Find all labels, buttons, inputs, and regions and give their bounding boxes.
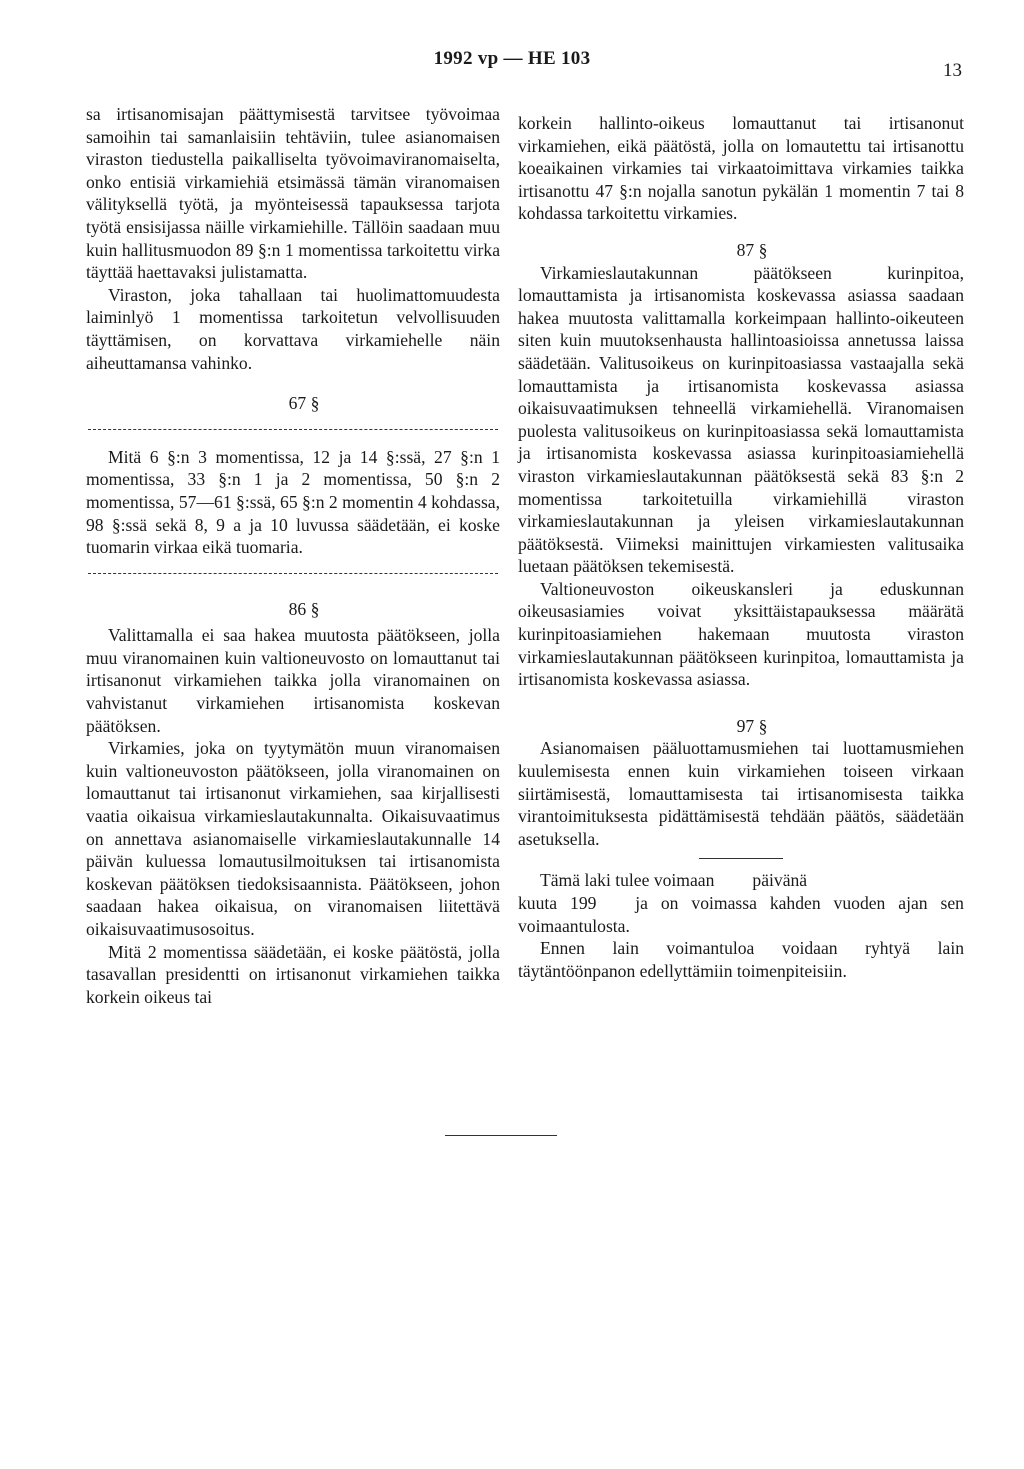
- paragraph: Virkamies, joka on tyytymätön muun viranomaisen kuin valtioneuvoston päätökseen, jolla viranomainen on lomauttanut tai irtisanonut virkamiehen, saa kirjallisesti vaatia oikaisua virkamieslautakunnalta. Oikaisuvaatimus on annettava asianomaiselle virkamieslautakunnalle 14 päivän kuluessa lomautusilmoituksen tai irtisanomista koskevan päätöksen tiedoksisaannista. Päätökseen, johon saadaan hakea oikaisua, on viranomaisen liitettävä oikaisuvaatimusosoitus.: [86, 738, 500, 939]
- paragraph: Mitä 2 momentissa säädetään, ei koske päätöstä, jolla tasavallan presidentti on irtisanonut virkamiehen taikka korkein oikeus tai: [86, 941, 500, 1007]
- paragraph: Valtioneuvoston oikeuskansleri ja eduskunnan oikeusasiamies voivat yksittäistapauksessa määrätä kurinpitoasiamiehen hakemaan muutosta viraston virkamieslautakunnan päätökseen kurinpitoa, lomauttamista ja irtisanomista koskevassa asiassa.: [518, 578, 964, 690]
- right-column: [518, 112, 964, 982]
- text-fragment: Tämä laki tulee voimaan: [540, 870, 715, 891]
- text-fragment: ja on voimassa kahden vuoden ajan sen voimaantulosta.: [518, 893, 964, 936]
- left-column: [86, 103, 500, 1008]
- paragraph: Ennen lain voimantuloa voidaan ryhtyä lain täytäntöönpanon edellyttämiin toimenpiteisiin.: [518, 938, 964, 981]
- paragraph: korkein hallinto-oikeus lomauttanut tai irtisanonut virkamiehen, eikä päätöstä, jolla on lomautettu tai irtisanottu koeaikainen virkamies tai virkaatoimittava virkamies taikka irtisanottu 47 §:n nojalla sanotun pykälän 1 momentin 7 tai 8 kohdassa tarkoitettu virkamies.: [518, 113, 964, 224]
- paragraph: Valittamalla ei saa hakea muutosta päätökseen, jolla muu viranomainen kuin valtioneuvosto on lomauttanut tai irtisanonut virkamiehen taikka jolla viranomainen on vahvistanut virkamiehen irtisanomista koskevan päätöksen.: [86, 625, 500, 736]
- section-heading-67: 67 §: [288, 393, 320, 414]
- end-rule: [445, 1135, 557, 1136]
- running-head: 1992 vp — HE 103: [433, 48, 591, 69]
- paragraph-entry-into-force: [518, 869, 964, 937]
- paragraph: sa irtisanomisajan päättymisestä tarvitsee työvoimaa samoihin tai samanlaisiin tehtäviin, tulee asianomaisen viraston tiedustella paikalliselta työvoimaviranomaiselta, onko entisiä virkamiehiä etsimässä tämän viranomaisen välityksellä työtä, ja myönteisessä tapauksessa tarjota työtä ensisijassa näille virkamiehille. Tällöin saadaan muu kuin hallitusmuodon 89 §:n 1 momentissa tarkoitettu virka täyttää haettavaksi julistamatta.: [86, 104, 500, 283]
- page-number: 13: [943, 60, 962, 81]
- paragraph: Viraston, joka tahallaan tai huolimattomuudesta laiminlyö 1 momentissa tarkoitetun velvollisuuden täyttämisen, on korvattava virkamiehelle näin aiheuttamansa vahinko.: [86, 284, 500, 373]
- text-fragment: kuuta 199: [518, 893, 597, 913]
- paragraph: Asianomaisen pääluottamusmiehen tai luottamusmiehen kuulemisesta ennen kuin virkamiehen toiseen virkaan siirtämisestä, lomauttamisesta tai irtisanomisesta taikka virantoimituksesta pidättämisestä tehdään päätös, säädetään asetuksella.: [518, 738, 964, 849]
- section-heading-87: 87 §: [736, 239, 768, 260]
- paragraph: Virkamieslautakunnan päätökseen kurinpitoa, lomauttamista ja irtisanomista koskevassa asiassa saadaan hakea muutosta valittamalla korkeimpaan hallinto-oikeuteen siten kuin muutoksenhausta hallintoasioissa annetussa laissa säädetään. Valitusoikeus on kurinpitoasiassa vastaajalla sekä lomauttamista ja irtisanomista koskevassa asiassa oikaisuvaatimuksen tehneellä virkamiehellä. Viranomaisen puolesta valitusoikeus on kurinpitoasiassa sekä lomauttamista ja irtisanomista koskevassa asiassa kurinpitoasiamiehellä viraston virkamieslautakunnan päätöksestä sekä 83 §:n 2 momentissa tarkoitetuilla virkamiehillä viraston virkamieslautakunnan ja yleisen virkamieslautakunnan päätöksestä. Viimeksi mainittujen virkamiesten valitusaika luetaan päätöksen tekemisestä.: [518, 262, 964, 577]
- text-fragment: päivänä: [752, 870, 808, 891]
- paragraph: Mitä 6 §:n 3 momentissa, 12 ja 14 §:ssä, 27 §:n 1 momentissa, 33 §:n 1 ja 2 momentissa, 50 §:n 2 momentissa, 57—61 §:ssä, 65 §:n 2 momentin 4 kohdassa, 98 §:ssä sekä 8, 9 a ja 10 luvussa säädetään, ei koske tuomarin virkaa eikä tuomaria.: [86, 446, 500, 558]
- section-heading-97: 97 §: [736, 715, 768, 736]
- section-heading-86: 86 §: [288, 598, 320, 619]
